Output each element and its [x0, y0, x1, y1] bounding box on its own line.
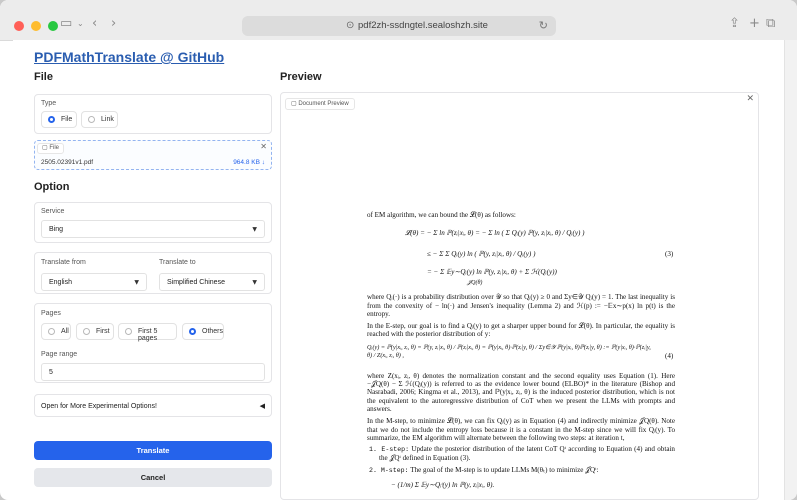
pages-radio-all[interactable] — [41, 323, 71, 340]
translate-from-select[interactable] — [41, 273, 147, 291]
pdf-page — [367, 211, 675, 492]
tab-overview-icon[interactable]: ⧉ — [766, 16, 776, 31]
type-option-label: Link — [101, 116, 114, 123]
type-option-label: File — [61, 116, 73, 123]
site-info-icon[interactable]: ⊙ — [346, 20, 355, 31]
doc-eq-number: (3) — [665, 250, 674, 259]
page-range-value: 5 — [49, 369, 53, 376]
option-heading: Option — [34, 181, 70, 193]
radio-selected-icon — [48, 116, 55, 123]
file-tag-label: File — [49, 145, 60, 151]
doc-eq2: ≤ − Σ Σ Qᵢ(y) ln ( ℙ(y, zᵢ|xᵢ, θ) / Qᵢ(y) ) — [427, 250, 536, 259]
doc-paragraph: In the M-step, to minimize 𝓛(θ), we can fix Qᵢ(y) as in Equation (4) and indirectly minimize 𝒥Q(θ). Note that we do not include the entropy loss because it is a constant in the M-step since we will fix Qᵢ(y). To summarize, the EM algorithm will alternate between the following two steps: at iteration t, — [367, 417, 675, 442]
pages-radio-first-5[interactable] — [118, 323, 177, 340]
translate-from-label: Translate from — [41, 259, 86, 266]
type-radio-link[interactable] — [81, 111, 118, 128]
translate-to-label: Translate to — [159, 259, 196, 266]
preview-heading: Preview — [280, 71, 322, 83]
browser-titlebar — [0, 0, 797, 41]
pages-option-label: First 5 pages — [138, 328, 158, 342]
sidebar-toggle-icon[interactable]: ▭ — [60, 16, 73, 31]
page-scrollbar[interactable] — [784, 40, 797, 500]
doc-equation-3-line3 — [367, 265, 675, 289]
radio-unselected-icon — [48, 328, 55, 335]
uploaded-file-name: 2505.02391v1.pdf — [41, 159, 94, 166]
doc-list-item — [367, 466, 675, 475]
doc-step-text: Update the posterior distribution of the latent CoT Qᵗ according to Equation (4) and obtain the 𝒥Qᵗ defined in Equation (3). — [379, 445, 675, 463]
pages-group — [34, 303, 272, 383]
address-bar[interactable] — [242, 16, 556, 36]
type-label: Type — [41, 100, 57, 107]
doc-step-text: The goal of the M-step is to update LLMs M(θₜ) to minimize 𝒥Qᵗ: — [410, 465, 599, 474]
collapse-triangle-icon: ◀ — [259, 402, 265, 410]
document-preview-panel — [280, 92, 759, 500]
dropdown-caret-icon: ▼ — [252, 279, 257, 286]
type-group — [34, 94, 272, 134]
document-preview-label: Document Preview — [298, 101, 349, 107]
remove-file-icon[interactable]: ✕ — [260, 142, 267, 151]
file-upload-dropzone[interactable] — [34, 140, 272, 170]
dropdown-caret-icon: ▼ — [252, 226, 257, 233]
doc-step-label: 1. E-step: — [369, 446, 410, 454]
doc-list-item — [367, 445, 675, 463]
dropdown-caret-icon: ▼ — [134, 279, 139, 286]
file-size-download-link[interactable]: 964.8 KB ↓ — [233, 159, 265, 166]
type-radio-file[interactable] — [41, 111, 77, 128]
doc-eq-brace-label: 𝒥Q(θ) — [467, 280, 483, 287]
pages-option-label: All — [61, 328, 69, 335]
doc-equation-3-line1 — [367, 223, 675, 245]
maximize-window-button[interactable] — [48, 21, 58, 31]
page-range-input[interactable] — [41, 363, 265, 381]
new-tab-icon[interactable]: + — [749, 16, 760, 31]
radio-unselected-icon — [83, 328, 90, 335]
chevron-down-icon[interactable]: ⌄ — [77, 19, 84, 28]
back-icon[interactable]: ‹ — [92, 16, 98, 31]
pages-option-label: First — [96, 328, 110, 335]
translate-from-value: English — [49, 279, 72, 286]
doc-paragraph: In the E-step, our goal is to find a Qᵢ(y) to get a sharper upper bound for 𝓛(θ). In particular, the equality is reached with the posterior distribution of y: — [367, 322, 675, 339]
pages-label: Pages — [41, 310, 61, 317]
close-window-button[interactable] — [14, 21, 24, 31]
page-content — [13, 40, 784, 500]
doc-intro: of EM algorithm, we can bound the 𝓛(θ) as follows: — [367, 211, 516, 219]
close-preview-icon[interactable]: ✕ — [746, 94, 754, 104]
document-preview-tag: ▢ Document Preview — [285, 98, 355, 110]
service-select[interactable] — [41, 220, 265, 238]
radio-unselected-icon — [125, 328, 132, 335]
pages-radio-first[interactable] — [76, 323, 114, 340]
pages-option-label: Others — [202, 328, 224, 335]
translate-to-value: Simplified Chinese — [167, 279, 225, 286]
experimental-options-label: Open for More Experimental Options! — [41, 403, 157, 410]
language-group — [34, 252, 272, 294]
doc-paragraph: where Qᵢ(·) is a probability distribution over 𝒴 so that Qᵢ(y) ≥ 0 and Σy∈𝒴 Qᵢ(y) = 1. The last inequality is from the convexity of − ln(·) and Jensen's inequality (Lemma 2) and ℋ(p) := −𝔼x∼p(x) ln p(t) is the entropy. — [367, 293, 675, 318]
experimental-options-accordion[interactable] — [34, 394, 272, 417]
cancel-button[interactable]: Cancel — [34, 468, 272, 487]
translate-button[interactable]: Translate — [34, 441, 272, 460]
doc-step-label: 2. M-step: — [369, 466, 409, 474]
window-controls — [14, 21, 58, 31]
doc-equation-4 — [367, 342, 675, 368]
doc-eq-number: (4) — [665, 351, 674, 360]
doc-equation-3-line2 — [367, 245, 675, 265]
page-range-label: Page range — [41, 351, 78, 358]
share-icon[interactable]: ⇪ — [729, 16, 740, 31]
radio-selected-icon — [189, 328, 196, 335]
pages-radio-others[interactable] — [182, 323, 224, 340]
service-group — [34, 202, 272, 243]
address-url: pdf2zh-ssdngtel.sealoshzh.site — [358, 20, 488, 31]
doc-eq3: = − Σ 𝔼y∼Qᵢ(y) ln ℙ(y, zᵢ|xᵢ, θ) + Σ ℋ(Qᵢ(y)) — [427, 268, 557, 277]
doc-eq1: 𝓛(θ) = − Σ ln ℙ(zᵢ|xᵢ, θ) = − Σ ln ( Σ Qᵢ(y) ℙ(y, zᵢ|xᵢ, θ) / Qᵢ(y) ) — [405, 229, 585, 238]
service-label: Service — [41, 208, 65, 215]
doc-paragraph: where Z(xᵢ, zᵢ, θ) denotes the normalization constant and the second equality uses Equation (1). Here −𝒥Q(θ) − Σ ℋ(Qᵢ(y)) is referred to as the evidence lower bound (ELBO)* in the literature (Bishop and Nasrabadi, 2006; Kingma et al., 2013), and ℙ(y|xᵢ, zᵢ, θ) is the induced posterior distribution, which is not the equivalent to the autoregressive distribution of CoT when we present the LLMs with prompts and answers. — [367, 371, 675, 413]
forward-icon[interactable]: › — [111, 16, 117, 31]
doc-eq4: Qᵢ(y) = ℙ(y|xᵢ, zᵢ, θ) = ℙ(y, zᵢ|xᵢ, θ) / ℙ(zᵢ|xᵢ, θ) = ℙ(y|xᵢ, θ)·ℙ(zᵢ|y, θ) / Σy∈𝒴 ℙ(y|xᵢ, θ)ℙ(zᵢ|y, θ) := ℙ(y|xᵢ, θ)·ℙ(zᵢ|y, θ) / Z(xᵢ, zᵢ, θ) , — [367, 343, 651, 359]
reload-icon[interactable]: ↻ — [538, 19, 548, 32]
minimize-window-button[interactable] — [31, 21, 41, 31]
service-value: Bing — [49, 226, 64, 233]
doc-equation-5 — [367, 478, 675, 492]
file-heading: File — [34, 71, 53, 83]
file-tag: ▢ File — [37, 143, 64, 154]
translate-to-select[interactable] — [159, 273, 265, 291]
doc-eq5: − (1/m) Σ 𝔼y∼Qᵢᵗ(y) ln ℙ(y, zᵢ|xᵢ, θ). — [391, 481, 495, 490]
radio-unselected-icon — [88, 116, 95, 123]
app-title-link[interactable]: PDFMathTranslate @ GitHub — [34, 49, 225, 65]
